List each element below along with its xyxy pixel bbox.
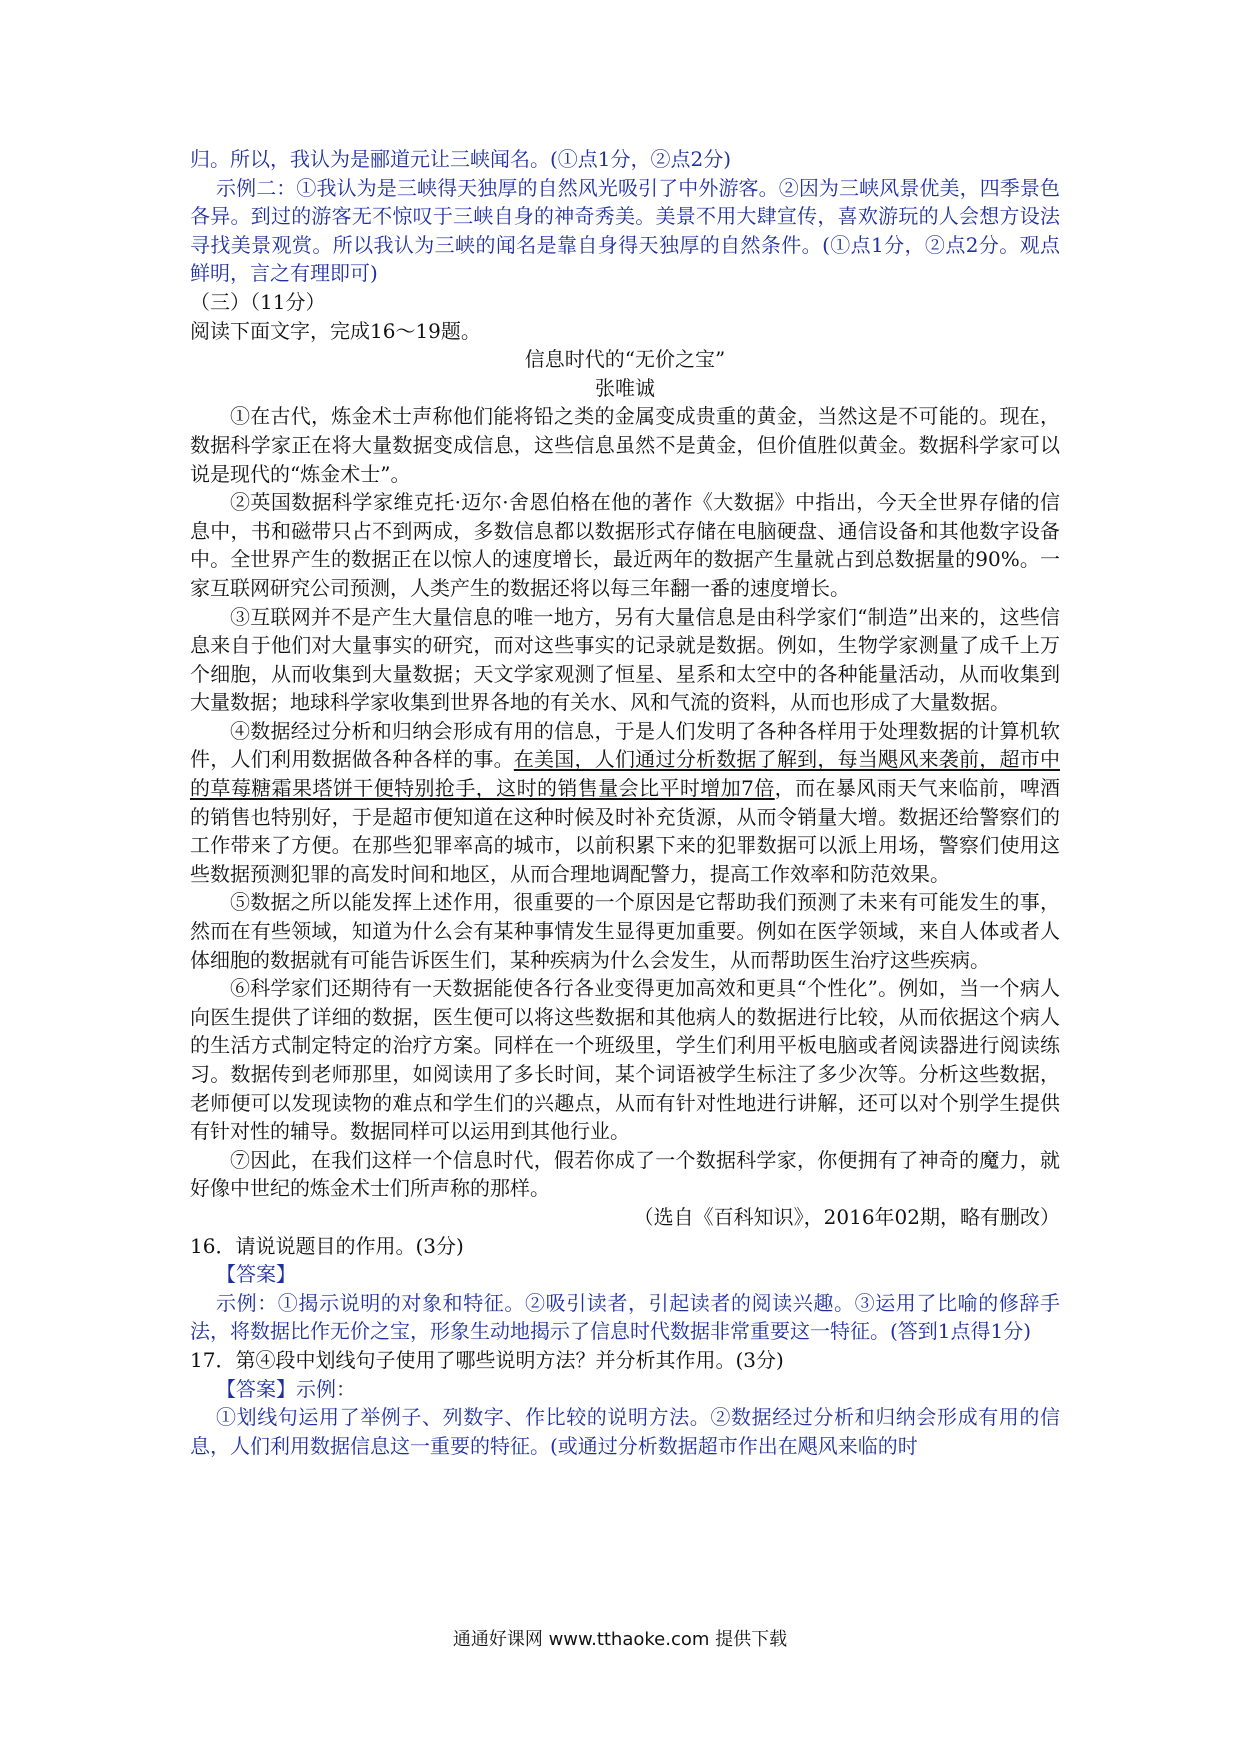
article-title: 信息时代的“无价之宝” <box>524 347 726 372</box>
underlined-sentence: 在美国，人们通过分析数据了解到，每当飓风来袭前，超市中的草莓糖霜果塔饼干便特别抢手，这时的销售量会比平时增加7倍 <box>190 747 1061 801</box>
answer-16: 示例：①揭示说明的对象和特征。②吸引读者，引起读者的阅读兴趣。③运用了比喻的修辞手法，将数据比作无价之宝，形象生动地揭示了信息时代数据非常重要这一特征。(答到1点得1分) <box>190 1290 1060 1344</box>
question-16: 16．请说说题目的作用。(3分) <box>190 1233 464 1258</box>
article-paragraph-7: ⑦因此，在我们这样一个信息时代，假若你成了一个数据科学家，你便拥有了神奇的魔力，就好像中世纪的炼金术士们所声称的那样。 <box>190 1147 1060 1201</box>
article-paragraph-1: ①在古代，炼金术士声称他们能将铅之类的金属变成贵重的黄金，当然这是不可能的。现在，数据科学家正在将大量数据变成信息，这些信息虽然不是黄金，但价值胜似黄金。数据科学家可以说是现代的“炼金术士”。 <box>190 404 1060 486</box>
paragraph-4-text-after: ，而在暴风雨天气来临前，啤酒的销售也特别好，于是超市便知道在这种时候及时补充货源，从而令销量大增。数据还给警察们的工作带来了方便。在那些犯罪率高的城市，以前积累下来的犯罪数据可以派上用场，警察们使用这些数据预测犯罪的高发时间和地区，从而合理地调配警力，提高工作效率和防范效果。 <box>190 776 1061 886</box>
article-paragraph-2: ②英国数据科学家维克托·迈尔·舍恩伯格在他的著作《大数据》中指出，今天全世界存储的信息中，书和磁带只占不到两成，多数信息都以数据形式存储在电脑硬盘、通信设备和其他数字设备中。全世界产生的数据正在以惊人的速度增长，最近两年的数据产生量就占到总数据量的90%。一家互联网研究公司预测，人类产生的数据还将以每三年翻一番的速度增长。 <box>190 490 1060 600</box>
document-page <box>190 145 1060 1460</box>
answer-17-prefix: 示例： <box>296 1376 356 1401</box>
section-label: （三）（11分） <box>190 289 326 314</box>
article-paragraph-3: ③互联网并不是产生大量信息的唯一地方，另有大量信息是由科学家们“制造”出来的，这些信息来自于他们对大量事实的研究，而对这些事实的记录就是数据。例如，生物学家测量了成千上万个细胞，从而收集到大量数据；天文学家观测了恒星、星系和太空中的各种能量活动，从而收集到大量数据；地球科学家收集到世界各地的有关水、风和气流的资料，从而也形成了大量数据。 <box>190 604 1060 715</box>
answer-17-header <box>190 1375 1060 1404</box>
answer-17: ①划线句运用了举例子、列数字、作比较的说明方法。②数据经过分析和归纳会形成有用的信息，人们利用数据信息这一重要的特征。(或通过分析数据超市作出在飓风来临的时 <box>190 1405 1060 1458</box>
article-author: 张唯诚 <box>595 375 655 400</box>
page-footer: 通通好课网 www.tthaoke.com 提供下载 <box>452 1629 788 1650</box>
article-source: （选自《百科知识》，2016年02期，略有删改） <box>633 1204 1060 1229</box>
answer-tag-17: 【答案】 <box>216 1376 296 1401</box>
prev-answer-example2: 示例二：①我认为是三峡得天独厚的自然风光吸引了中外游客。②因为三峡风景优美，四季景色各异。到过的游客无不惊叹于三峡自身的神奇秀美。美景不用大肆宣传，喜欢游玩的人会想方设法寻找美景观赏。所以我认为三峡的闻名是靠自身得天独厚的自然条件。(①点1分，②点2分。观点鲜明，言之有理即可) <box>190 175 1060 286</box>
article-paragraph-5: ⑤数据之所以能发挥上述作用，很重要的一个原因是它帮助我们预测了未来有可能发生的事，然而在有些领域，知道为什么会有某种事情发生显得更加重要。例如在医学领域，来自人体或者人体细胞的数据就有可能告诉医生们，某种疾病为什么会发生，从而帮助医生治疗这些疾病。 <box>190 890 1060 972</box>
answer-tag-16: 【答案】 <box>216 1262 296 1287</box>
section-instruction: 阅读下面文字，完成16～19题。 <box>190 318 481 343</box>
question-17: 17．第④段中划线句子使用了哪些说明方法？并分析其作用。(3分) <box>190 1347 784 1372</box>
paragraph-4-text-before: ④数据经过分析和归纳会形成有用的信息，于是人们发明了各种各样用于处理数据的计算机软件，人们利用数据做各种各样的事。 <box>190 718 1060 772</box>
prev-answer-line: 归。所以，我认为是郦道元让三峡闻名。(①点1分，②点2分) <box>190 147 732 171</box>
article-paragraph-4 <box>190 717 1060 889</box>
article-paragraph-6: ⑥科学家们还期待有一天数据能使各行各业变得更加高效和更具“个性化”。例如，当一个病人向医生提供了详细的数据，医生便可以将这些数据和其他病人的数据进行比较，从而依据这个病人的生活方式制定特定的治疗方案。同样在一个班级里，学生们利用平板电脑或者阅读器进行阅读练习。数据传到老师那里，如阅读用了多长时间，某个词语被学生标注了多少次等。分析这些数据，老师便可以发现读物的难点和学生们的兴趣点，从而有针对性地进行讲解，还可以对个别学生提供有针对性的辅导。数据同样可以运用到其他行业。 <box>190 976 1060 1144</box>
